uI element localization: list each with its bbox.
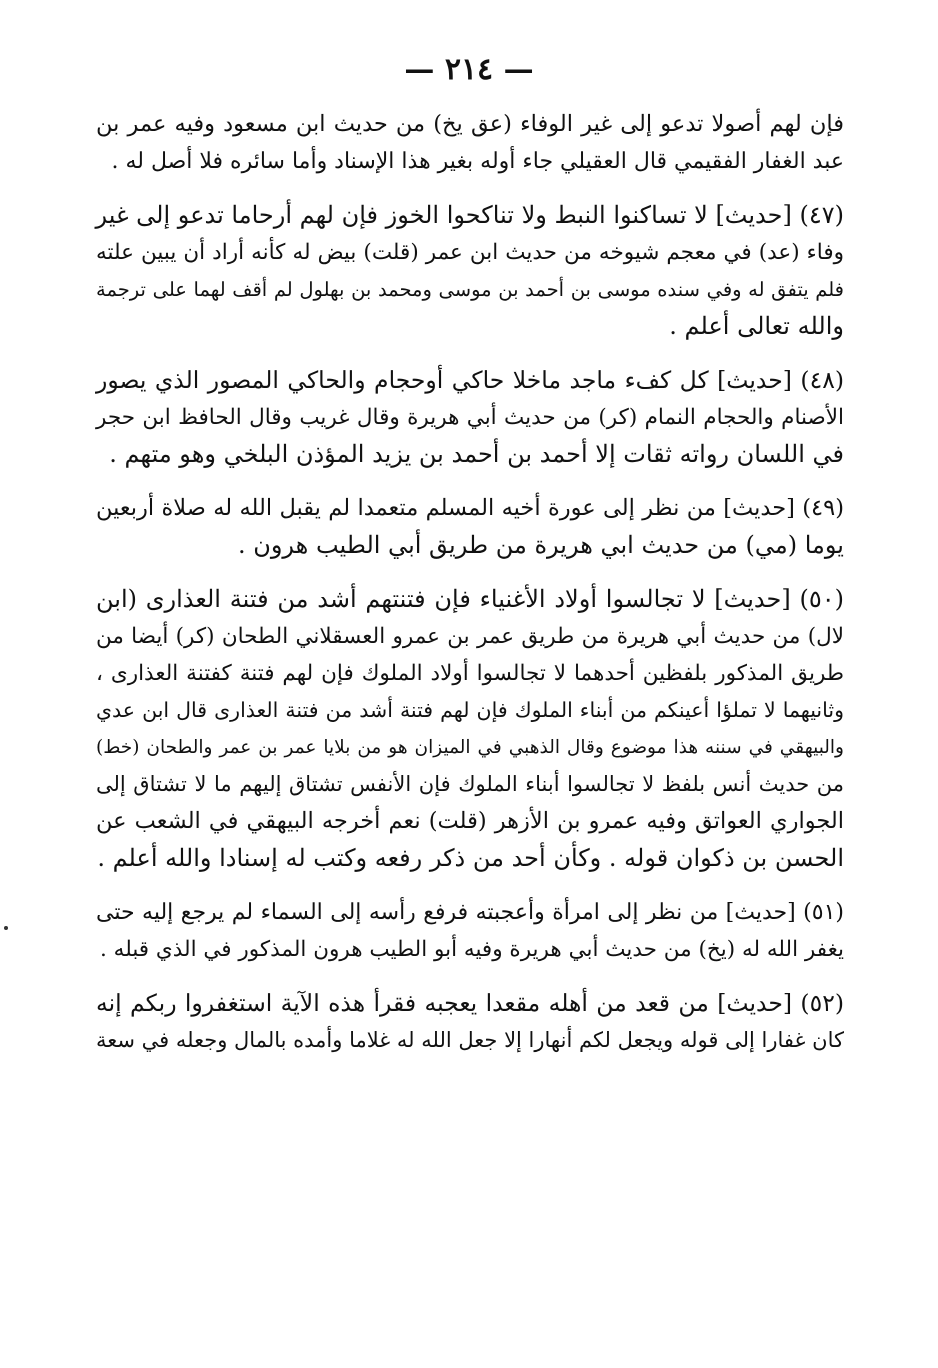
hadith-47 [96,197,844,345]
text-line: يغفر الله له (يخ) من حديث أبي هريرة وفيه أبو الطيب هرون المذكور في الذي قبله . [100,937,844,962]
text-line: (٤٧) [حديث] لا تساكنوا النبط ولا تناكحوا الخوز فإن لهم أرحاما تدعو إلى غير [95,201,844,229]
hadith-50 [96,581,844,877]
hadith-52 [96,985,844,1059]
text-line: من حديث أنس بلفظ لا تجالسوا أبناء الملوك فإن الأنفس تشتاق إليهم ما لا تشتاق إلى [96,772,844,796]
text-line: في اللسان رواته ثقات إلا أحمد بن أحمد بن يزيد المؤذن البلخي وهو متهم . [109,440,844,468]
text-line: (٥٢) [حديث] من قعد من أهله مقعدا يعجبه فقرأ هذه الآية استغفروا ربكم إنه [96,989,844,1017]
text-line: فإن لهم أصولا تدعو إلى غير الوفاء (عق يخ) من حديث ابن مسعود وفيه عمر بن [96,111,844,137]
text-line: (٤٨) [حديث] كل كفء ماجد ماخلا حاكي أوحجام والحاكي المصور الذي يصور [96,366,844,394]
page-body [96,106,844,1076]
text-line: (٥١) [حديث] من نظر إلى امرأة وأعجبته فرفع رأسه إلى السماء لم يرجع إليه حتى [96,900,844,925]
text-line: عبد الغفار الفقيمي قال العقيلي جاء أوله بغير هذا الإسناد وأما سائره فلا أصل له . [111,149,844,174]
margin-dot [4,926,8,930]
text-line: وفاء (عد) في معجم شيوخه من حديث ابن عمر (قلت) بيض له كأنه أراد أن يبين علته [96,240,844,265]
page-number: — ٢١٤ — [404,52,534,87]
hadith-49 [96,490,844,564]
text-line: والله تعالى أعلم . [669,312,844,340]
text-line: (٥٠) [حديث] لا تجالسوا أولاد الأغنياء فإن فتنتهم أشد من فتنة العذارى (ابن [96,585,844,613]
text-line: والبيهقي في سننه هذا موضوع وقال الذهبي في الميزان هو من بلايا عمر بن عمر والطحان (خط) [96,737,844,758]
text-line: كان غفارا إلى قوله ويجعل لكم أنهارا إلا جعل الله له غلاما وأمده بالمال وجعله في سعة [96,1028,844,1052]
text-line: لال) من حديث أبي هريرة من طريق عمر بن عمرو العسقلاني الطحان (كر) أيضا من [96,624,844,649]
text-line: طريق المذكور بلفظين أحدهما لا تجالسوا أولاد الملوك فإن لهم فتنة كفتنة العذارى ، [96,661,844,686]
hadith-48 [96,362,844,473]
paragraph-continuation [96,106,844,180]
text-line: فلم يتفق له وفي سنده موسى بن أحمد بن موسى ومحمد بن بهلول لم أقف لهما على ترجمة [96,278,844,301]
hadith-51 [96,894,844,968]
text-line: الأصنام والحجام النمام (كر) من حديث أبي هريرة وقال غريب وقال الحافظ ابن حجر [96,405,844,430]
text-line: (٤٩) [حديث] من نظر إلى عورة أخيه المسلم متعمدا لم يقبل الله له صلاة أربعين [96,495,844,521]
text-line: وثانيهما لا تملؤا أعينكم من أبناء الملوك فإن لهم فتنة أشد من فتنة العذارى قال ابن عدي [96,698,844,722]
text-line: يوما (مي) من حديث ابي هريرة من طريق أبي الطيب هرون . [237,531,844,559]
text-line: الجواري العواتق وفيه عمرو بن الأزهر (قلت) نعم أخرجه البيهقي في الشعب عن [96,808,844,834]
text-line: الحسن بن ذكوان قوله . وكأن أحد من ذكر رفعه وكتب له إسنادا والله أعلم . [97,844,844,872]
